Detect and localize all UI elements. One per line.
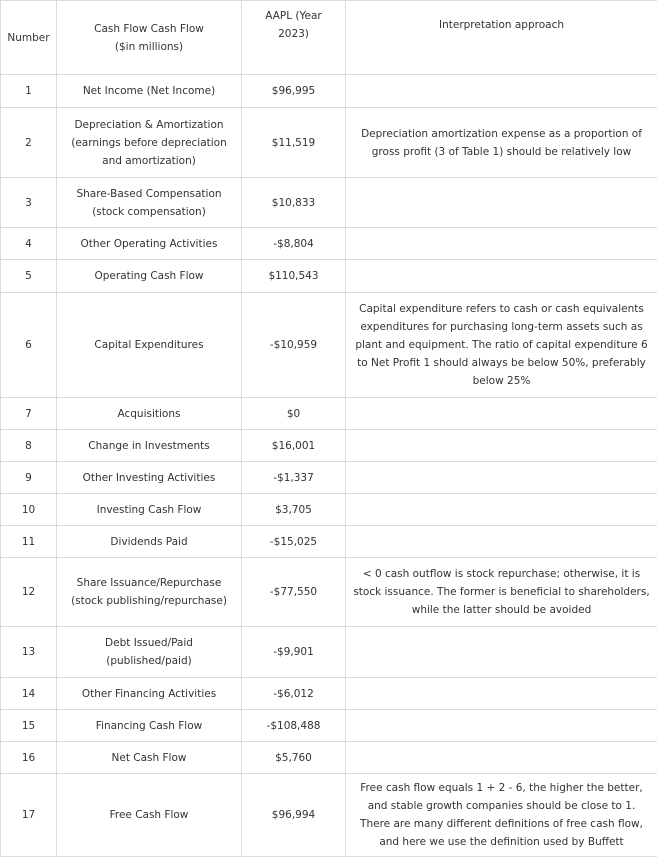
interpretation-line: while the latter should be avoided bbox=[411, 604, 592, 616]
row-value: -$9,901 bbox=[242, 627, 346, 678]
row-item bbox=[57, 75, 242, 108]
row-item-line: Investing Cash Flow bbox=[96, 503, 202, 516]
row-number: 4 bbox=[1, 228, 57, 260]
row-number: 12 bbox=[1, 558, 57, 627]
row-interpretation bbox=[346, 430, 657, 462]
interpretation-line: Depreciation amortization expense as a proportion of bbox=[361, 127, 642, 140]
header-row bbox=[1, 1, 657, 75]
table-row bbox=[1, 108, 657, 178]
row-item-line: Net Cash Flow bbox=[111, 751, 187, 764]
row-value: $16,001 bbox=[242, 430, 346, 462]
row-item bbox=[57, 678, 242, 710]
table-row bbox=[1, 178, 657, 228]
row-interpretation bbox=[346, 494, 657, 526]
row-item-line: Dividends Paid bbox=[110, 535, 188, 548]
row-number: 16 bbox=[1, 742, 57, 774]
row-number: 17 bbox=[1, 774, 57, 857]
interpretation-line: < 0 cash outflow is stock repurchase; otherwise, it is bbox=[362, 568, 641, 580]
row-value: -$8,804 bbox=[242, 228, 346, 260]
table-row bbox=[1, 293, 657, 398]
row-item-line: Share Issuance/Repurchase bbox=[76, 577, 222, 589]
row-item-line: (published/paid) bbox=[106, 655, 192, 667]
table-row bbox=[1, 462, 657, 494]
interpretation-line: and stable growth companies should be close to 1. bbox=[367, 800, 636, 812]
interpretation-line: There are many different definitions of free cash flow, bbox=[360, 818, 643, 830]
row-number: 14 bbox=[1, 678, 57, 710]
header-value: AAPL (Year 2023) bbox=[242, 1, 346, 75]
row-value: -$108,488 bbox=[242, 710, 346, 742]
row-item bbox=[57, 627, 242, 678]
interpretation-line: to Net Profit 1 should always be below 50%, preferably bbox=[357, 357, 646, 369]
row-number: 7 bbox=[1, 398, 57, 430]
row-item-line: (stock publishing/repurchase) bbox=[71, 595, 227, 607]
row-item-line: Acquisitions bbox=[117, 407, 181, 420]
row-item bbox=[57, 494, 242, 526]
row-interpretation bbox=[346, 178, 657, 228]
row-number: 11 bbox=[1, 526, 57, 558]
row-value: $96,994 bbox=[242, 774, 346, 857]
row-interpretation bbox=[346, 774, 657, 857]
row-value: -$6,012 bbox=[242, 678, 346, 710]
row-item-line: Depreciation & Amortization bbox=[74, 118, 224, 131]
row-value: $10,833 bbox=[242, 178, 346, 228]
row-interpretation bbox=[346, 710, 657, 742]
row-item-line: Capital Expenditures bbox=[94, 339, 204, 351]
table-row bbox=[1, 526, 657, 558]
row-item-line: Free Cash Flow bbox=[109, 809, 189, 821]
row-item-line: Operating Cash Flow bbox=[94, 270, 204, 282]
header-item: Cash Flow Cash Flow ($in millions) bbox=[57, 1, 242, 75]
interpretation-line: and here we use the definition used by Buffett bbox=[379, 836, 624, 848]
row-item-line: Debt Issued/Paid bbox=[105, 637, 193, 649]
row-item bbox=[57, 526, 242, 558]
row-item bbox=[57, 108, 242, 178]
row-interpretation bbox=[346, 678, 657, 710]
row-value: $96,995 bbox=[242, 75, 346, 108]
row-item-line: Other Operating Activities bbox=[80, 237, 218, 250]
row-value: -$1,337 bbox=[242, 462, 346, 494]
table-row bbox=[1, 398, 657, 430]
table-row bbox=[1, 774, 657, 857]
header-number: Number bbox=[1, 1, 57, 75]
interpretation-line: Capital expenditure refers to cash or cash equivalents bbox=[359, 303, 644, 315]
row-item-line: (stock compensation) bbox=[92, 205, 206, 218]
row-interpretation bbox=[346, 75, 657, 108]
table-row bbox=[1, 260, 657, 293]
interpretation-line: stock issuance. The former is beneficial to shareholders, bbox=[353, 586, 650, 598]
row-interpretation bbox=[346, 526, 657, 558]
row-item bbox=[57, 462, 242, 494]
row-item-line: Net Income (Net Income) bbox=[82, 85, 216, 97]
row-interpretation bbox=[346, 228, 657, 260]
row-interpretation bbox=[346, 260, 657, 293]
row-number: 3 bbox=[1, 178, 57, 228]
row-interpretation bbox=[346, 462, 657, 494]
row-interpretation bbox=[346, 742, 657, 774]
row-number: 2 bbox=[1, 108, 57, 178]
row-item bbox=[57, 178, 242, 228]
row-number: 6 bbox=[1, 293, 57, 398]
row-number: 9 bbox=[1, 462, 57, 494]
row-item bbox=[57, 398, 242, 430]
row-item-line: Share-Based Compensation bbox=[76, 187, 222, 200]
row-interpretation bbox=[346, 558, 657, 627]
row-number: 13 bbox=[1, 627, 57, 678]
row-interpretation bbox=[346, 293, 657, 398]
interpretation-line: expenditures for purchasing long-term assets such as bbox=[360, 321, 643, 333]
row-item bbox=[57, 742, 242, 774]
table-row bbox=[1, 430, 657, 462]
row-interpretation bbox=[346, 398, 657, 430]
table-row bbox=[1, 627, 657, 678]
table-row bbox=[1, 558, 657, 627]
row-value: $11,519 bbox=[242, 108, 346, 178]
row-value: $0 bbox=[242, 398, 346, 430]
interpretation-line: plant and equipment. The ratio of capital expenditure 6 bbox=[355, 339, 648, 351]
row-value: $110,543 bbox=[242, 260, 346, 293]
table-row bbox=[1, 678, 657, 710]
row-number: 1 bbox=[1, 75, 57, 108]
table-row bbox=[1, 228, 657, 260]
row-number: 5 bbox=[1, 260, 57, 293]
row-number: 8 bbox=[1, 430, 57, 462]
row-number: 10 bbox=[1, 494, 57, 526]
row-item bbox=[57, 293, 242, 398]
row-value: -$10,959 bbox=[242, 293, 346, 398]
header-interpretation: Interpretation approach bbox=[346, 1, 657, 75]
interpretation-line: below 25% bbox=[472, 375, 531, 387]
row-number: 15 bbox=[1, 710, 57, 742]
row-item bbox=[57, 558, 242, 627]
row-item bbox=[57, 260, 242, 293]
row-interpretation bbox=[346, 627, 657, 678]
table-row bbox=[1, 75, 657, 108]
table-row bbox=[1, 742, 657, 774]
row-item-line: (earnings before depreciation bbox=[71, 136, 227, 149]
row-item bbox=[57, 774, 242, 857]
interpretation-line: Free cash flow equals 1 + 2 - 6, the higher the better, bbox=[360, 782, 643, 794]
table-row bbox=[1, 710, 657, 742]
row-item-line: Other Investing Activities bbox=[82, 471, 216, 484]
interpretation-line: gross profit (3 of Table 1) should be relatively low bbox=[371, 145, 632, 158]
row-item-line: Change in Investments bbox=[88, 439, 210, 452]
row-item-line: Other Financing Activities bbox=[81, 687, 217, 700]
row-value: $5,760 bbox=[242, 742, 346, 774]
row-item bbox=[57, 228, 242, 260]
row-item bbox=[57, 430, 242, 462]
row-value: -$77,550 bbox=[242, 558, 346, 627]
row-interpretation bbox=[346, 108, 657, 178]
row-item bbox=[57, 710, 242, 742]
row-item-line: and amortization) bbox=[102, 154, 196, 167]
row-item-line: Financing Cash Flow bbox=[95, 719, 203, 732]
row-value: -$15,025 bbox=[242, 526, 346, 558]
row-value: $3,705 bbox=[242, 494, 346, 526]
table-row bbox=[1, 494, 657, 526]
